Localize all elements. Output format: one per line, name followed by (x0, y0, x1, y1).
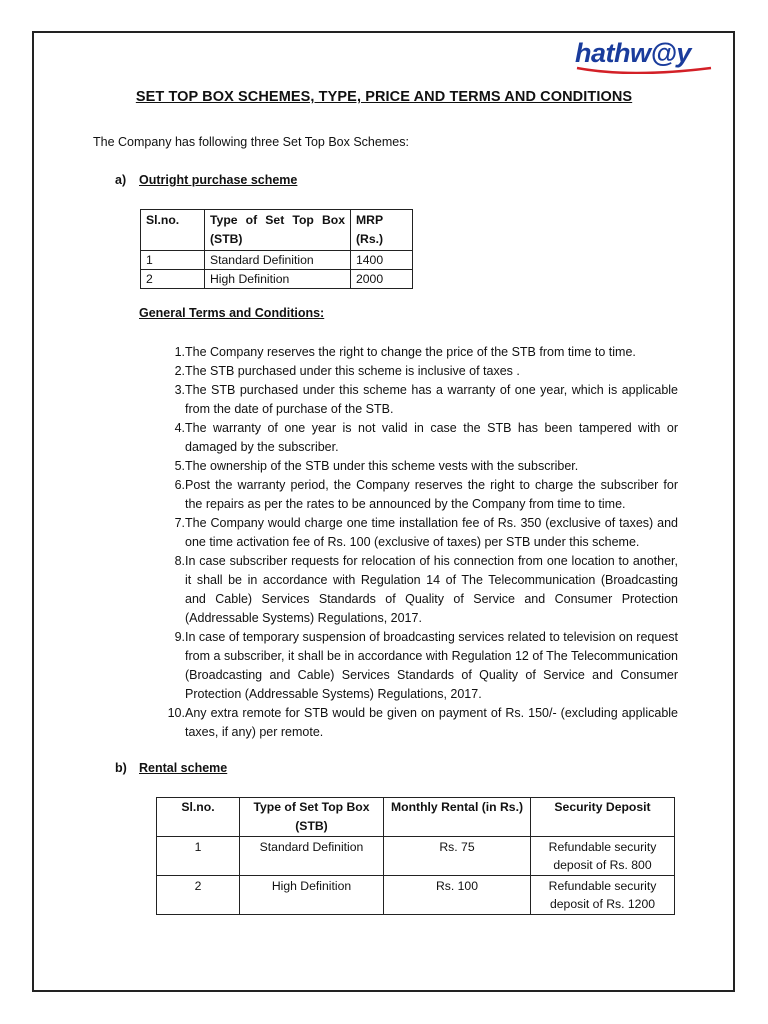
outright-purchase-table (140, 209, 413, 289)
list-number: 8. (174, 554, 185, 568)
table-cell: 2 (157, 876, 240, 915)
table-cell: 1400 (351, 251, 413, 270)
table-cell: Refundable security deposit of Rs. 1200 (531, 876, 675, 915)
table-cell: Rs. 75 (384, 837, 531, 876)
list-text: In case subscriber requests for relocation of his connection from one location to another, it shall be in accordance with Regulation 14 of The Telecommunication (Broadcasting and Cable) Services Standards of Quality of Service and Consumer Protection (Addressable Systems) Regulations, 2017. (185, 554, 678, 625)
table-cell: High Definition (205, 270, 351, 289)
list-item (160, 362, 678, 381)
list-item (160, 514, 678, 552)
list-number: 6. (174, 478, 185, 492)
list-number: 7. (174, 516, 185, 530)
list-text: The warranty of one year is not valid in case the STB has been tampered with or damaged by the subscriber. (185, 421, 678, 454)
table-cell: 2000 (351, 270, 413, 289)
table-cell: Standard Definition (205, 251, 351, 270)
col-header: Security Deposit (531, 798, 675, 837)
table-cell: 1 (157, 837, 240, 876)
terms-list (160, 343, 678, 742)
list-item (160, 476, 678, 514)
col-header: Sl.no. (157, 798, 240, 837)
list-number: 9. (174, 630, 185, 644)
table-header-row (157, 798, 675, 837)
hathway-logo (571, 38, 717, 74)
list-number: 1. (174, 345, 185, 359)
list-number: 5. (174, 459, 185, 473)
list-number: 4. (174, 421, 185, 435)
table-cell: 1 (141, 251, 205, 270)
table-cell: Refundable security deposit of Rs. 800 (531, 837, 675, 876)
col-header: Sl.no. (141, 210, 205, 251)
list-item (160, 343, 678, 362)
col-header: Monthly Rental (in Rs.) (384, 798, 531, 837)
rental-scheme-table (156, 797, 675, 915)
list-text: Post the warranty period, the Company reserves the right to charge the subscriber for the repairs as per the rates to be announced by the Company from time to time. (185, 478, 678, 511)
list-text: The STB purchased under this scheme has a warranty of one year, which is applicable from the date of purchase of the STB. (185, 383, 678, 416)
section-a-letter: a) (115, 173, 127, 187)
section-b-letter: b) (115, 761, 127, 775)
list-item (160, 704, 678, 742)
col-header: MRP (Rs.) (351, 210, 413, 251)
page-title: SET TOP BOX SCHEMES, TYPE, PRICE AND TERMS AND CONDITIONS (135, 89, 633, 105)
list-text: In case of temporary suspension of broadcasting services related to television on request from a subscriber, it shall be in accordance with Regulation 12 of The Telecommunication (Broadcasting and Cable) Services Standards of Quality of Service and Consumer Protection (Addressable Systems) Regulations, 2017. (185, 630, 678, 701)
list-text: The Company would charge one time installation fee of Rs. 350 (exclusive of taxes) and one time activation fee of Rs. 100 (exclusive of taxes) per STB under this scheme. (185, 516, 678, 549)
table-row (141, 251, 413, 270)
list-text: The Company reserves the right to change the price of the STB from time to time. (185, 345, 636, 359)
list-text: Any extra remote for STB would be given on payment of Rs. 150/- (excluding applicable taxes, if any) per remote. (185, 706, 678, 739)
list-number: 3. (174, 383, 185, 397)
section-b-heading (115, 761, 227, 775)
table-cell: Standard Definition (240, 837, 384, 876)
general-terms-heading: General Terms and Conditions: (139, 306, 325, 320)
section-b-label: Rental scheme (139, 761, 228, 775)
list-item (160, 419, 678, 457)
table-cell: 2 (141, 270, 205, 289)
table-cell: High Definition (240, 876, 384, 915)
col-header: Type of Set Top Box (STB) (205, 210, 351, 251)
intro-text: The Company has following three Set Top Box Schemes: (93, 135, 409, 149)
list-text: The STB purchased under this scheme is inclusive of taxes . (185, 364, 520, 378)
list-item (160, 628, 678, 704)
table-row (141, 270, 413, 289)
table-cell: Rs. 100 (384, 876, 531, 915)
table-row (157, 837, 675, 876)
section-a-label: Outright purchase scheme (139, 173, 298, 187)
list-item (160, 457, 678, 476)
list-number: 2. (174, 364, 185, 378)
col-header: Type of Set Top Box (STB) (240, 798, 384, 837)
list-item (160, 381, 678, 419)
list-number: 10. (167, 706, 185, 720)
table-header-row (141, 210, 413, 251)
list-item (160, 552, 678, 628)
svg-text:hathw@y: hathw@y (575, 38, 691, 68)
section-a-heading (115, 173, 297, 187)
table-row (157, 876, 675, 915)
list-text: The ownership of the STB under this scheme vests with the subscriber. (185, 459, 579, 473)
